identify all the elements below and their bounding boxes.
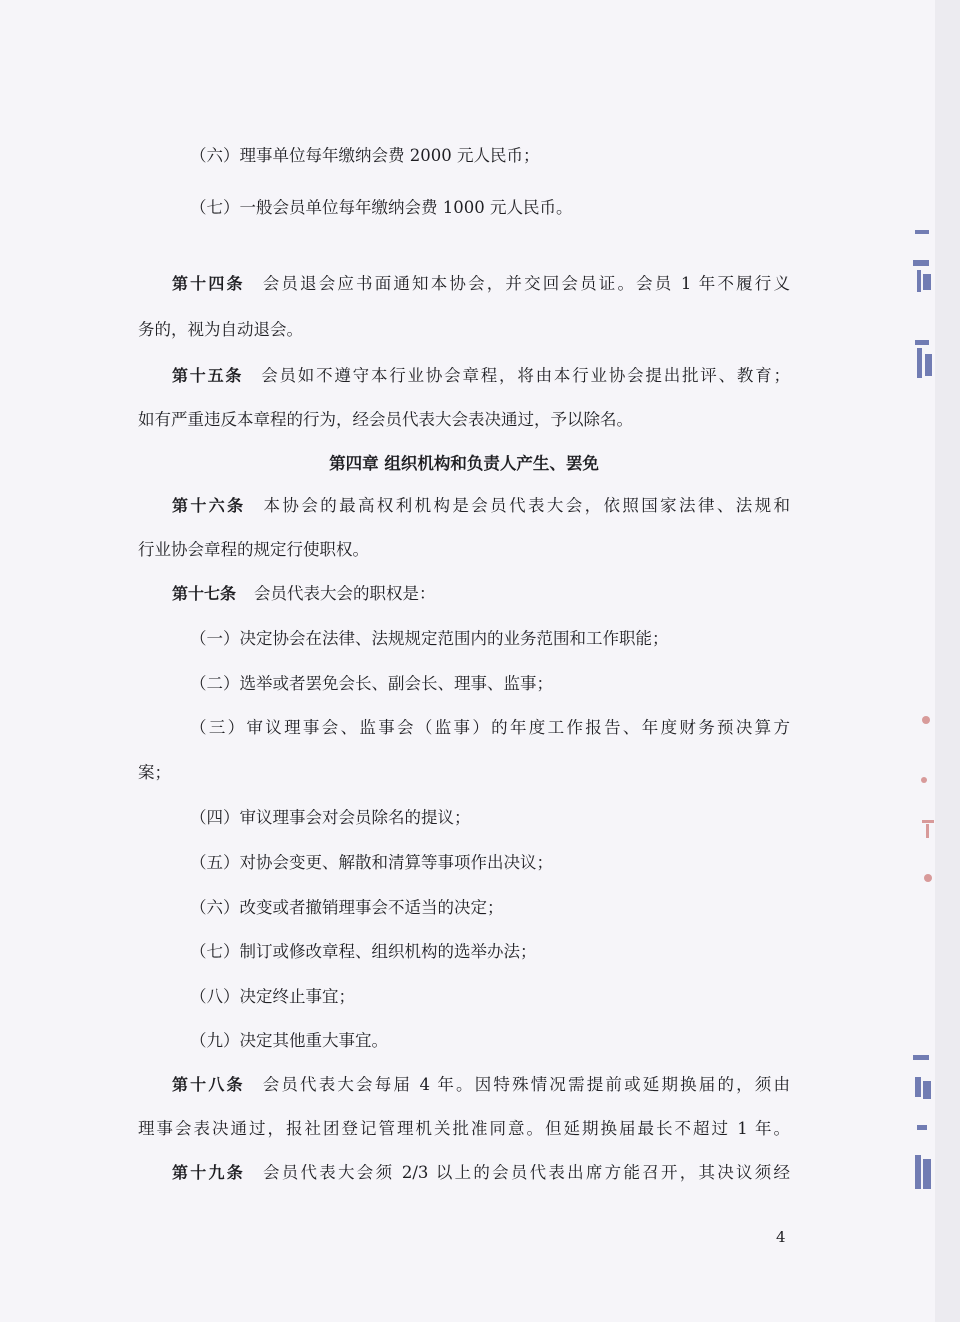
blue-seal-fragment-bottom [905, 1055, 935, 1200]
article-19-line1 [138, 1161, 790, 1185]
article-17-text: 会员代表大会的职权是： [254, 584, 436, 603]
article-14-line1 [138, 272, 790, 296]
article-17-line1 [172, 582, 436, 606]
power-item-1: （一）决定协会在法律、法规规定范围内的业务范围和工作职能； [190, 629, 669, 648]
article-14-text: 会员退会应书面通知本协会，并交回会员证。会员 1 年不履行义 [262, 274, 790, 293]
blue-seal-fragment-top [905, 230, 935, 390]
article-18-line1 [138, 1073, 790, 1097]
scan-edge [935, 0, 960, 1322]
article-15-text: 会员如不遵守本行业协会章程，将由本行业协会提出批评、教育； [261, 366, 790, 385]
power-item-7: （七）制订或修改章程、组织机构的选举办法； [190, 942, 537, 961]
chapter-4-heading: 第四章 组织机构和负责人产生、罢免 [329, 454, 599, 473]
power-item-2: （二）选举或者罢免会长、副会长、理事、监事； [190, 674, 553, 693]
article-14-label: 第十四条 [172, 274, 245, 293]
article-18-label: 第十八条 [172, 1075, 245, 1094]
article-16-line1 [138, 494, 790, 518]
power-item-6: （六）改变或者撤销理事会不适当的决定； [190, 898, 504, 917]
fee-item-6: （六）理事单位每年缴纳会费 2000 元人民币； [190, 146, 540, 165]
article-15-label: 第十五条 [172, 366, 244, 385]
article-16-text: 本协会的最高权利机构是会员代表大会，依照国家法律、法规和 [263, 496, 790, 515]
article-19-label: 第十九条 [172, 1163, 246, 1182]
article-14-line2: 务的，视为自动退会。 [138, 320, 303, 339]
article-15-line2: 如有严重违反本章程的行为，经会员代表大会表决通过，予以除名。 [138, 410, 633, 429]
power-item-3: （三）审议理事会、监事会（监事）的年度工作报告、年度财务预决算方 [190, 718, 790, 737]
article-18-text: 会员代表大会每届 4 年。因特殊情况需提前或延期换届的，须由 [262, 1075, 790, 1094]
article-19-text: 会员代表大会须 2/3 以上的会员代表出席方能召开，其决议须经 [263, 1163, 790, 1182]
article-17-label: 第十七条 [172, 584, 237, 603]
page-number: 4 [776, 1228, 786, 1246]
article-16-line2: 行业协会章程的规定行使职权。 [138, 540, 369, 559]
article-18-line2: 理事会表决通过，报社团登记管理机关批准同意。但延期换届最长不超过 1 年。 [138, 1119, 790, 1138]
power-item-3-cont: 案； [138, 763, 171, 782]
power-item-4: （四）审议理事会对会员除名的提议； [190, 808, 471, 827]
fee-item-7: （七）一般会员单位每年缴纳会费 1000 元人民币。 [190, 198, 573, 217]
article-16-label: 第十六条 [172, 496, 246, 515]
article-15-line1 [138, 364, 790, 388]
power-item-5: （五）对协会变更、解散和清算等事项作出决议； [190, 853, 553, 872]
red-seal-fragment [912, 700, 936, 900]
power-item-9: （九）决定其他重大事宜。 [190, 1031, 388, 1050]
power-item-8: （八）决定终止事宜； [190, 987, 355, 1006]
